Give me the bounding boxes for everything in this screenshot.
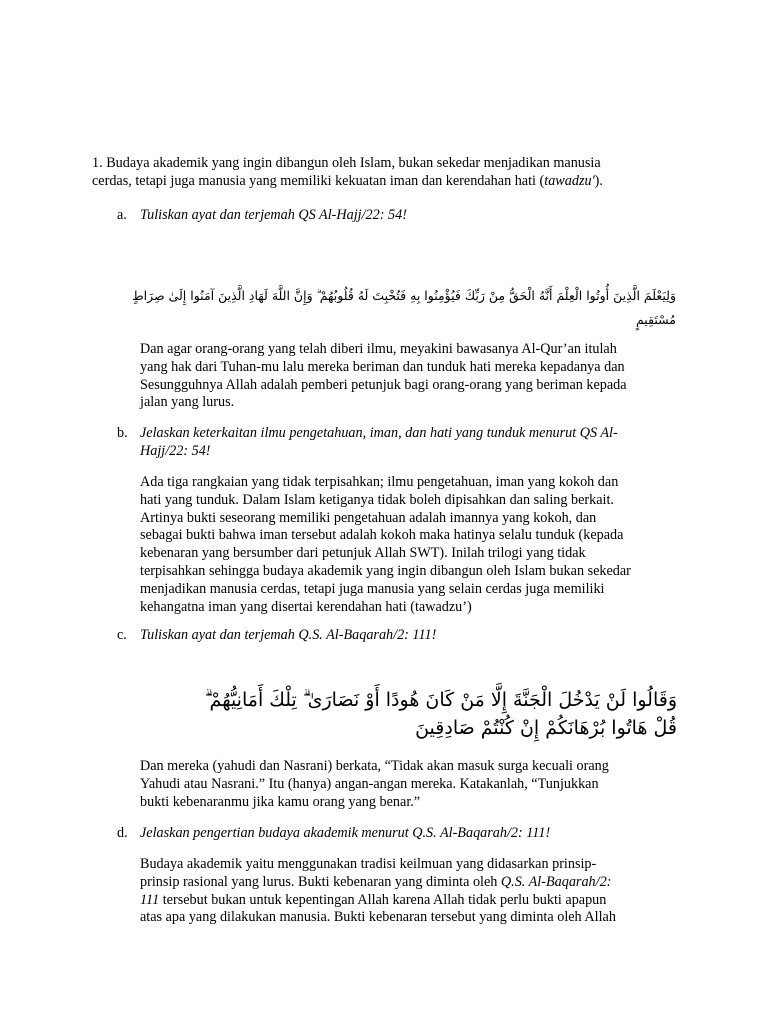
- part-a-letter: a.: [117, 207, 127, 223]
- part-b-answer-line: Ada tiga rangkaian yang tidak terpisahkan; ilmu pengetahuan, iman yang kokoh dan: [140, 474, 619, 490]
- part-a-answer-line: Sesungguhnya Allah adalah pemberi petunjuk bagi orang-orang yang beriman kepada: [140, 376, 627, 393]
- part-c-arabic-verse: [135, 686, 677, 742]
- part-c-answer: [140, 758, 680, 811]
- part-d-answer: [140, 856, 680, 927]
- part-a-question-text: Tuliskan ayat dan terjemah QS Al-Hajj/22: 54!: [140, 207, 407, 223]
- part-d-answer-text: tersebut bukan untuk kepentingan Allah karena Allah tidak perlu bukti apapun: [159, 891, 607, 908]
- part-c-question-text: Tuliskan ayat dan terjemah Q.S. Al-Baqarah/2: 111!: [140, 627, 437, 643]
- part-a-answer-line: jalan yang lurus.: [140, 394, 235, 411]
- part-a-answer-line: yang hak dari Tuhan-mu lalu mereka beriman dan tunduk hati mereka kepadanya dan: [140, 358, 625, 375]
- part-b-answer-line: kebenaran yang bersumber dari petunjuk Allah SWT). Inilah trilogi yang tidak: [140, 545, 586, 562]
- part-d-reference-number: 111: [140, 891, 160, 908]
- part-b-answer: [140, 474, 680, 616]
- part-c-arabic-line-1: وَقَالُوا لَنْ يَدْخُلَ الْجَنَّةَ إِلَّا مَنْ كَانَ هُودًا أَوْ نَصَارَىٰ ۗ تِلْكَ أَمَانِيُّهُمْ ۗ: [204, 689, 677, 711]
- part-d-question: [140, 825, 680, 843]
- intro-line-1: 1. Budaya akademik yang ingin dibangun oleh Islam, bukan sekedar menjadikan manusia: [92, 155, 601, 171]
- part-c-arabic-line-2: قُلْ هَاتُوا بُرْهَانَكُمْ إِنْ كُنْتُمْ صَادِقِينَ: [415, 717, 677, 739]
- part-c-question: [140, 627, 680, 645]
- intro-line-2-text: cerdas, tetapi juga manusia yang memiliki kekuatan iman dan kerendahan hati (: [92, 172, 545, 189]
- part-b-answer-line: sebagai bukti bahwa iman tersebut adalah kokoh maka hatinya selalu tunduk (kepada: [140, 527, 624, 544]
- part-d-letter: d.: [117, 825, 128, 841]
- intro-line-2: [92, 173, 692, 191]
- part-c-answer-line: Dan mereka (yahudi dan Nasrani) berkata, “Tidak akan masuk surga kecuali orang: [140, 758, 609, 774]
- part-d-answer-text: prinsip rasional yang lurus. Bukti kebenaran yang diminta oleh: [140, 873, 501, 890]
- part-d-answer-line: atas apa yang dilakukan manusia. Bukti kebenaran tersebut yang diminta oleh Allah: [140, 909, 616, 926]
- part-b-answer-line: menjadikan manusia cerdas, tetapi juga manusia yang selain cerdas juga memiliki: [140, 580, 605, 597]
- part-a-answer-line: Dan agar orang-orang yang telah diberi ilmu, meyakini bawasanya Al-Qur’an itulah: [140, 341, 617, 357]
- part-a-question: [140, 207, 680, 225]
- part-d-answer-line: [140, 874, 680, 892]
- intro-tawadzu: tawadzu': [544, 172, 595, 189]
- part-b-question: [140, 425, 680, 461]
- part-b-answer-line: kehangatna iman yang disertai kerendahan hati (tawadzu’): [140, 598, 472, 615]
- part-b-letter: b.: [117, 425, 128, 441]
- part-c-answer-line: Yahudi atau Nasrani.” Itu (hanya) angan-angan mereka. Katakanlah, “Tunjukkan: [140, 775, 599, 792]
- part-c-letter: c.: [117, 627, 127, 643]
- part-b-question-line: Hajj/22: 54!: [140, 442, 211, 459]
- part-b-question-line: Jelaskan keterkaitan ilmu pengetahuan, iman, dan hati yang tunduk menurut QS Al-: [140, 425, 618, 441]
- part-a-arabic-verse: وَلِيَعْلَمَ الَّذِينَ أُوتُوا الْعِلْمَ أَنَّهُ الْحَقُّ مِنْ رَبِّكَ فَيُؤْمِنُوا بِهِ فَتُخْبِتَ لَهُ قُلُوبُهُمْ ۗ وَإِنَّ اللَّهَ لَهَادِ الَّذِينَ آمَنُوا إِلَىٰ صِرَاطٍ مُسْتَقِيمٍ: [132, 288, 676, 327]
- part-a-answer: [140, 341, 680, 412]
- part-c-answer-line: bukti kebenaranmu jika kamu orang yang benar.”: [140, 793, 421, 810]
- intro-line-2-end: ).: [594, 172, 603, 189]
- part-d-reference: Q.S. Al-Baqarah/2:: [500, 873, 612, 890]
- part-b-answer-line: hati yang tunduk. Dalam Islam ketiganya tidak boleh dipisahkan dan saling berkait.: [140, 491, 614, 508]
- part-b-answer-line: terpisahkan sehingga budaya akademik yang ingin dibangun oleh Islam bukan sekedar: [140, 562, 631, 579]
- question-1-intro: [92, 155, 692, 191]
- part-d-answer-line: Budaya akademik yaitu menggunakan tradisi keilmuan yang didasarkan prinsip-: [140, 856, 597, 872]
- part-b-answer-line: Artinya bukti seseorang memiliki pengetahuan adalah imannya yang kokoh, dan: [140, 509, 597, 526]
- part-d-answer-line: [140, 892, 680, 910]
- part-d-question-text: Jelaskan pengertian budaya akademik menurut Q.S. Al-Baqarah/2: 111!: [140, 825, 551, 841]
